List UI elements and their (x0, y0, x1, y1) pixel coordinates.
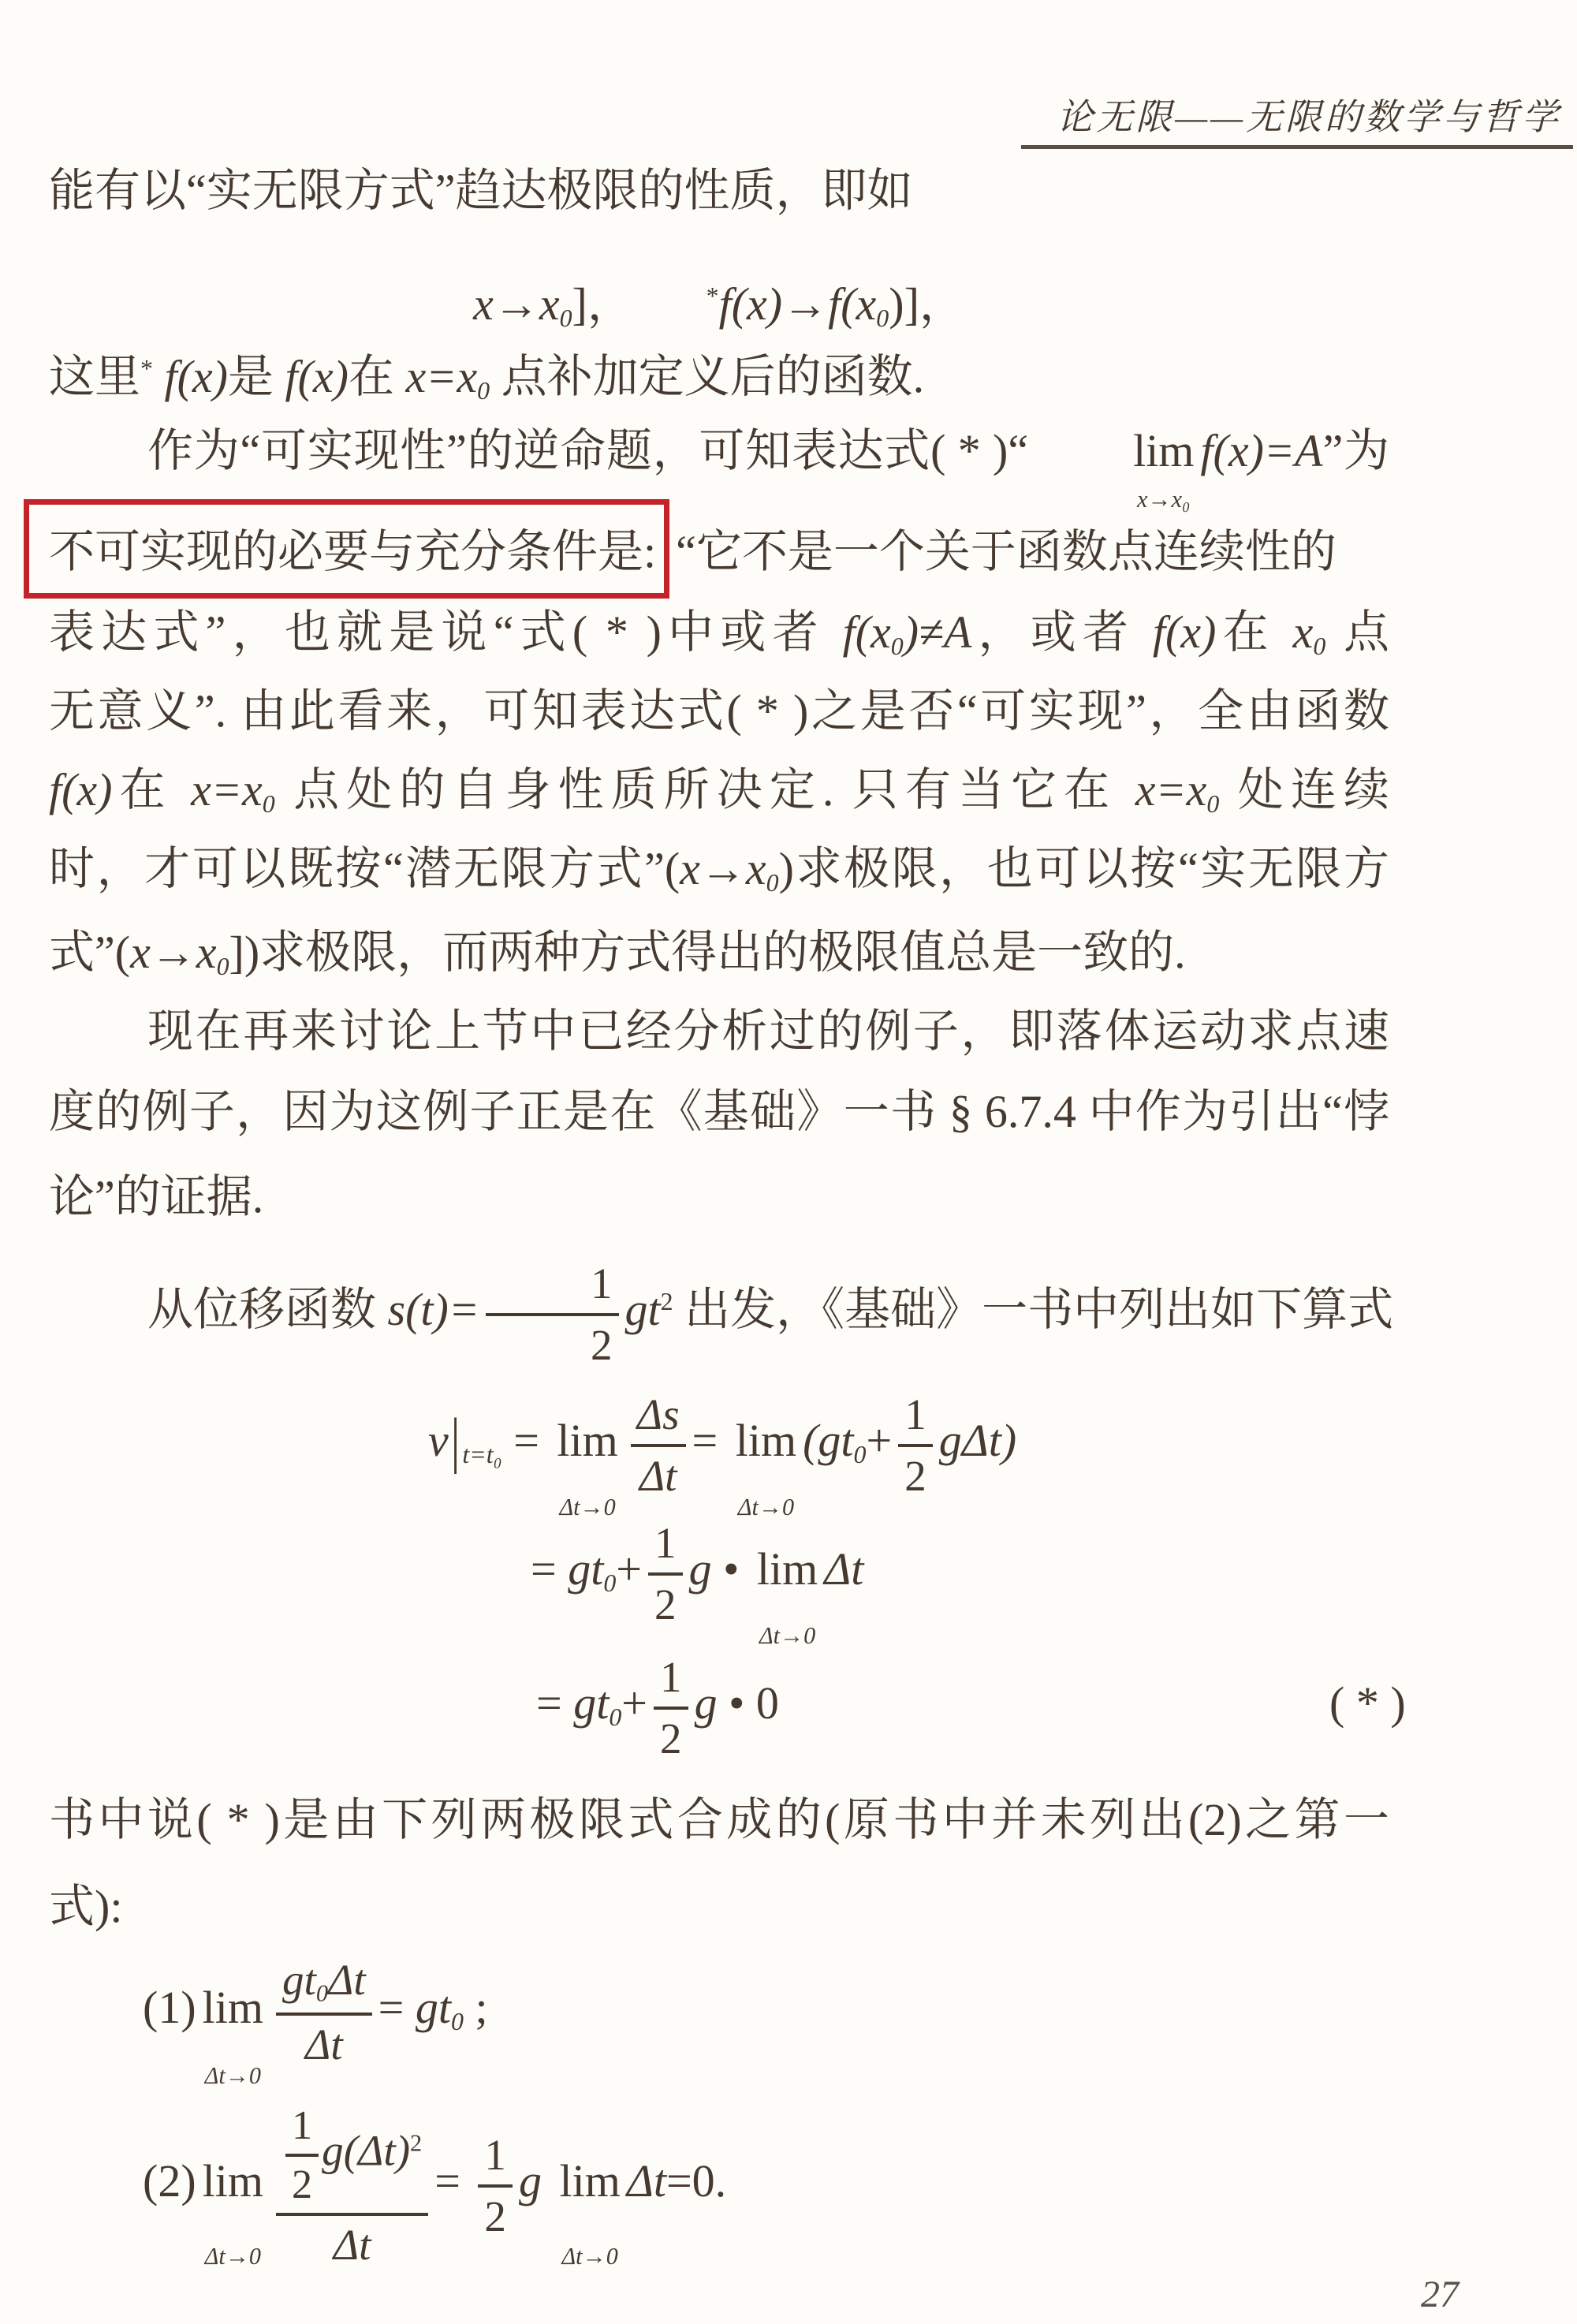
text-line-7: f(x)在 x=x0 点处的自身性质所决定. 只有当它在 x=x0 处连续 (49, 764, 1389, 818)
running-head: 论无限——无限的数学与哲学 (1057, 97, 1561, 137)
display-formula-limit-2: (2) lim Δt→0 $\frac{1}{2}$ $g(\Delta t)^2$ Δt = $\frac{1}{2}$ g lim Δt→0 Δt=0. (143, 2102, 727, 2270)
text-line-13: 书中说( * )是由下列两极限式合成的(原书中并未列出(2)之第一 (49, 1794, 1389, 1845)
display-formula-step2: = gt0+ $\frac{1}{2}$ g • lim Δt→0 Δt (531, 1518, 864, 1649)
inline-formula-displacement: 从位移函数 s(t)= $\frac{1}{2}$ $gt^2$ 出发，《基础》一书中列出如下算式 (147, 1259, 1394, 1369)
text-line-8: 时，才可以既按“潜无限方式”(x→x0)求极限，也可以按“实无限方 (49, 843, 1389, 897)
header-rule (1021, 145, 1573, 149)
text-line-6: 无意义”. 由此看来，可知表达式( * )之是否“可实现”，全由函数 (49, 685, 1389, 737)
text-line-9: 式”(x→x0])求极限，而两种方式得出的极限值总是一致的. (49, 927, 1186, 980)
text-after-box: “它不是一个关于函数点连续性的 (676, 526, 1337, 577)
display-formula-velocity: v|t=t₀ = lim Δt→0 $\frac{\Delta s}{\Delta t}$ = lim Δt→0 (gt0+ $\frac{1}{2}$ gΔt) (428, 1390, 1017, 1520)
text-line-14: 式): (49, 1881, 123, 1932)
text-line-12: 论”的证据. (49, 1171, 264, 1222)
page-number: 27 (1421, 2274, 1459, 2315)
boxed-text: 不可实现的必要与充分条件是: (49, 526, 657, 577)
text-line-10: 现在再来讨论上节中已经分析过的例子，即落体运动求点速 (147, 1005, 1389, 1057)
inline-formula-limits: x→x0]， *f(x)→f(x0)]， (473, 278, 965, 333)
display-formula-limit-1: (1) lim Δt→0 $\frac{gt0\Delta t}{\Delta t}$ = gt0 ; (143, 1955, 488, 2089)
text-line-3: 作为“可实现性”的逆命题，可知表达式( * )“ lim x→x₀ f(x)=A”为 (147, 425, 1389, 513)
text-line-11: 度的例子，因为这例子正是在《基础》一书 § 6.7.4 中作为引出“悖 (49, 1086, 1389, 1137)
equation-tag-star: ( * ) (1329, 1677, 1406, 1729)
text-line-4 (49, 499, 1389, 594)
text-line-1: 能有以“实无限方式”趋达极限的性质，即如 (49, 165, 913, 216)
text-line-2: 这里* f(x)是 f(x)在 x=x0 点补加定义后的函数. (49, 351, 925, 405)
text-line-5: 表达式”，也就是说“式( * )中或者 f(x0)≠A，或者 f(x)在 x0 点 (49, 606, 1389, 660)
display-formula-step3: = gt0+ $\frac{1}{2}$ g • 0 (536, 1652, 779, 1763)
highlight-box (24, 499, 669, 599)
